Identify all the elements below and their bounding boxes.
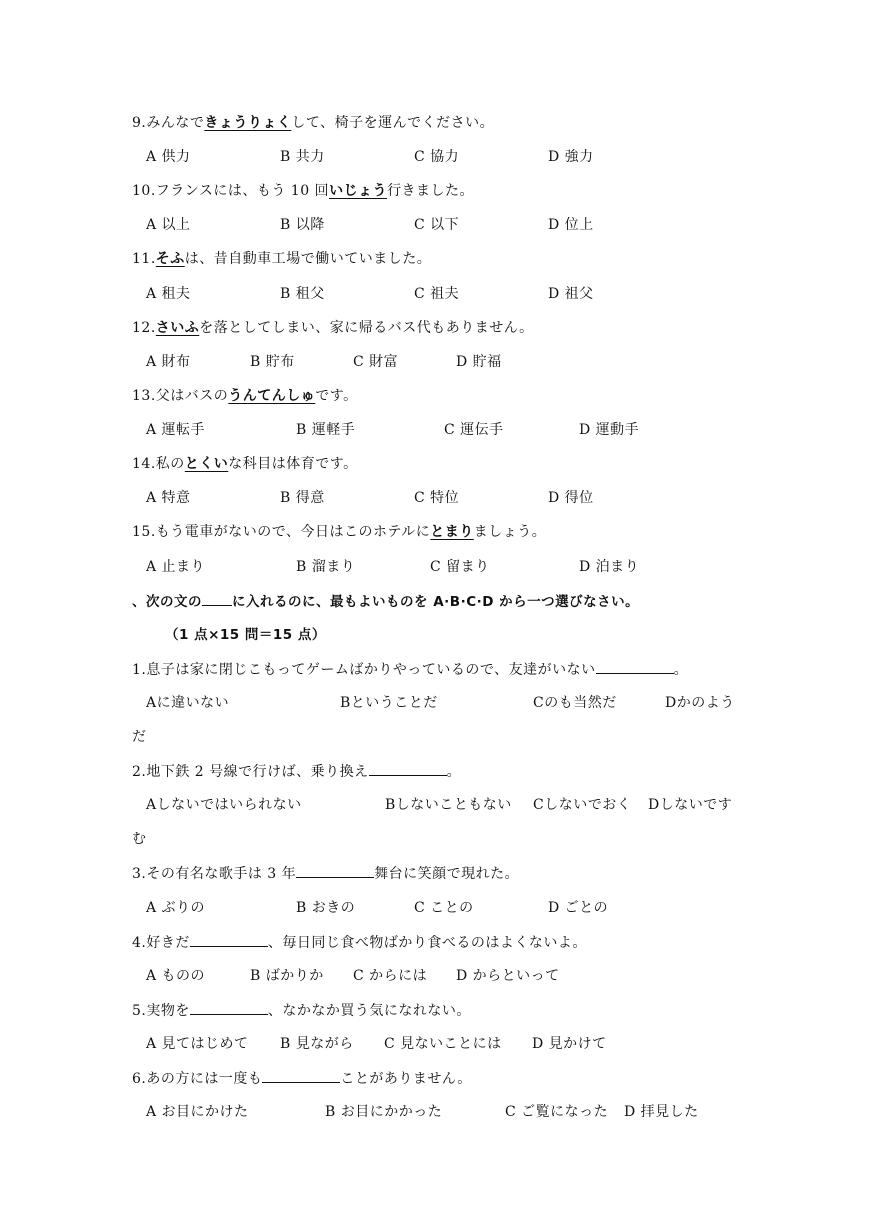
grammar-question-2: 2.地下鉄 2 号線で行けば、乗り換え 。 xyxy=(132,764,462,780)
grammar-question-3: 3.その有名な歌手は 3 年 舞台に笑顔で現れた。 xyxy=(132,866,520,882)
option-c: C 以下 xyxy=(414,217,460,233)
question-14: 14.私のとくいな科目は体育です。 xyxy=(132,456,358,472)
option-b: B 溜まり xyxy=(296,559,356,575)
underlined-word: とまり xyxy=(430,524,474,540)
underlined-word: さいふ xyxy=(155,320,200,336)
question-15: 15.もう電車がないので、今日はこのホテルにとまりましょう。 xyxy=(132,524,547,540)
option-c: C ことの xyxy=(414,900,474,916)
option-b: B 得意 xyxy=(280,490,325,506)
option-a: A 以上 xyxy=(146,217,191,233)
option-a: A 特意 xyxy=(146,490,191,506)
option-b: B 租父 xyxy=(280,286,325,302)
option-d: D 運動手 xyxy=(579,422,640,438)
underlined-word: そふ xyxy=(155,251,185,267)
option-c: C からには xyxy=(353,968,428,984)
option-c: Cしないでおく xyxy=(533,797,632,813)
option-d: D 強力 xyxy=(548,149,594,165)
underlined-word: とくい xyxy=(184,456,229,472)
option-a: A 財布 xyxy=(146,354,191,370)
option-b: B ばかりか xyxy=(250,968,324,984)
underlined-word: きょうりょく xyxy=(204,115,292,131)
question-9: 9.みんなできょうりょくして、椅子を運んでください。 xyxy=(132,115,495,131)
option-a: A ものの xyxy=(146,968,206,984)
option-d: D 拝見した xyxy=(624,1104,699,1120)
option-a: A 止まり xyxy=(146,559,206,575)
option-a: A ぶりの xyxy=(146,900,206,916)
option-b: Bしないこともない xyxy=(385,797,512,813)
option-b: B 以降 xyxy=(280,217,325,233)
option-c: Cのも当然だ xyxy=(533,695,617,711)
question-10: 10.フランスには、もう 10 回いじょう行きました。 xyxy=(132,183,475,199)
option-d: D 貯福 xyxy=(456,354,502,370)
wrapped-text: む xyxy=(132,831,147,847)
option-c: C 留まり xyxy=(430,559,490,575)
underlined-word: いじょう xyxy=(329,183,388,199)
option-d: D 見かけて xyxy=(532,1036,607,1052)
grammar-question-4: 4.好きだ 、毎日同じ食べ物ばかり食べるのはよくないよ。 xyxy=(132,935,587,951)
option-d: D 祖父 xyxy=(548,286,594,302)
question-11: 11.そふは、昔自動車工場で働いていました。 xyxy=(132,251,432,267)
option-d: Dしないです xyxy=(648,797,733,813)
option-d: D からといって xyxy=(456,968,560,984)
option-c: C 運伝手 xyxy=(444,422,504,438)
option-c: C 祖夫 xyxy=(414,286,460,302)
option-d: Dかのよう xyxy=(665,695,735,711)
option-b: B 運軽手 xyxy=(296,422,356,438)
question-13: 13.父はバスのうんてんしゅです。 xyxy=(132,388,358,404)
option-c: C 特位 xyxy=(414,490,460,506)
option-c: C ご覧になった xyxy=(505,1104,609,1120)
option-b: B 共力 xyxy=(280,149,325,165)
option-a: A 見てはじめて xyxy=(146,1036,249,1052)
option-a: A 運転手 xyxy=(146,422,206,438)
option-d: D 位上 xyxy=(548,217,594,233)
option-b: Bということだ xyxy=(340,695,438,711)
option-b: B お目にかかった xyxy=(325,1104,443,1120)
option-d: D ごとの xyxy=(548,900,609,916)
option-c: C 財富 xyxy=(353,354,399,370)
option-a: A 租夫 xyxy=(146,286,191,302)
wrapped-text: だ xyxy=(132,729,147,745)
grammar-question-1: 1.息子は家に閉じこもってゲームばかりやっているので、友達がいない 。 xyxy=(132,662,689,678)
option-b: B おきの xyxy=(296,900,356,916)
grammar-question-6: 6.あの方には一度も ことがありません。 xyxy=(132,1071,472,1087)
section-points: （1 点×15 問＝15 点） xyxy=(165,627,326,643)
option-d: D 泊まり xyxy=(579,559,640,575)
option-a: Aに違いない xyxy=(146,695,230,711)
section-heading: 、次の文の に入れるのに、最もよいものを A·B·C·D から一つ選びなさい。 xyxy=(132,594,640,610)
underlined-word: うんてんしゅ xyxy=(228,388,316,404)
option-b: B 見ながら xyxy=(280,1036,354,1052)
grammar-question-5: 5.実物を 、なかなか買う気になれない。 xyxy=(132,1003,471,1019)
option-d: D 得位 xyxy=(548,490,594,506)
option-a: Aしないではいられない xyxy=(146,797,302,813)
option-c: C 協力 xyxy=(414,149,460,165)
option-a: A お目にかけた xyxy=(146,1104,249,1120)
option-a: A 供力 xyxy=(146,149,191,165)
option-c: C 見ないことには xyxy=(384,1036,502,1052)
question-12: 12.さいふを落としてしまい、家に帰るバス代もありません。 xyxy=(132,320,534,336)
option-b: B 貯布 xyxy=(250,354,295,370)
